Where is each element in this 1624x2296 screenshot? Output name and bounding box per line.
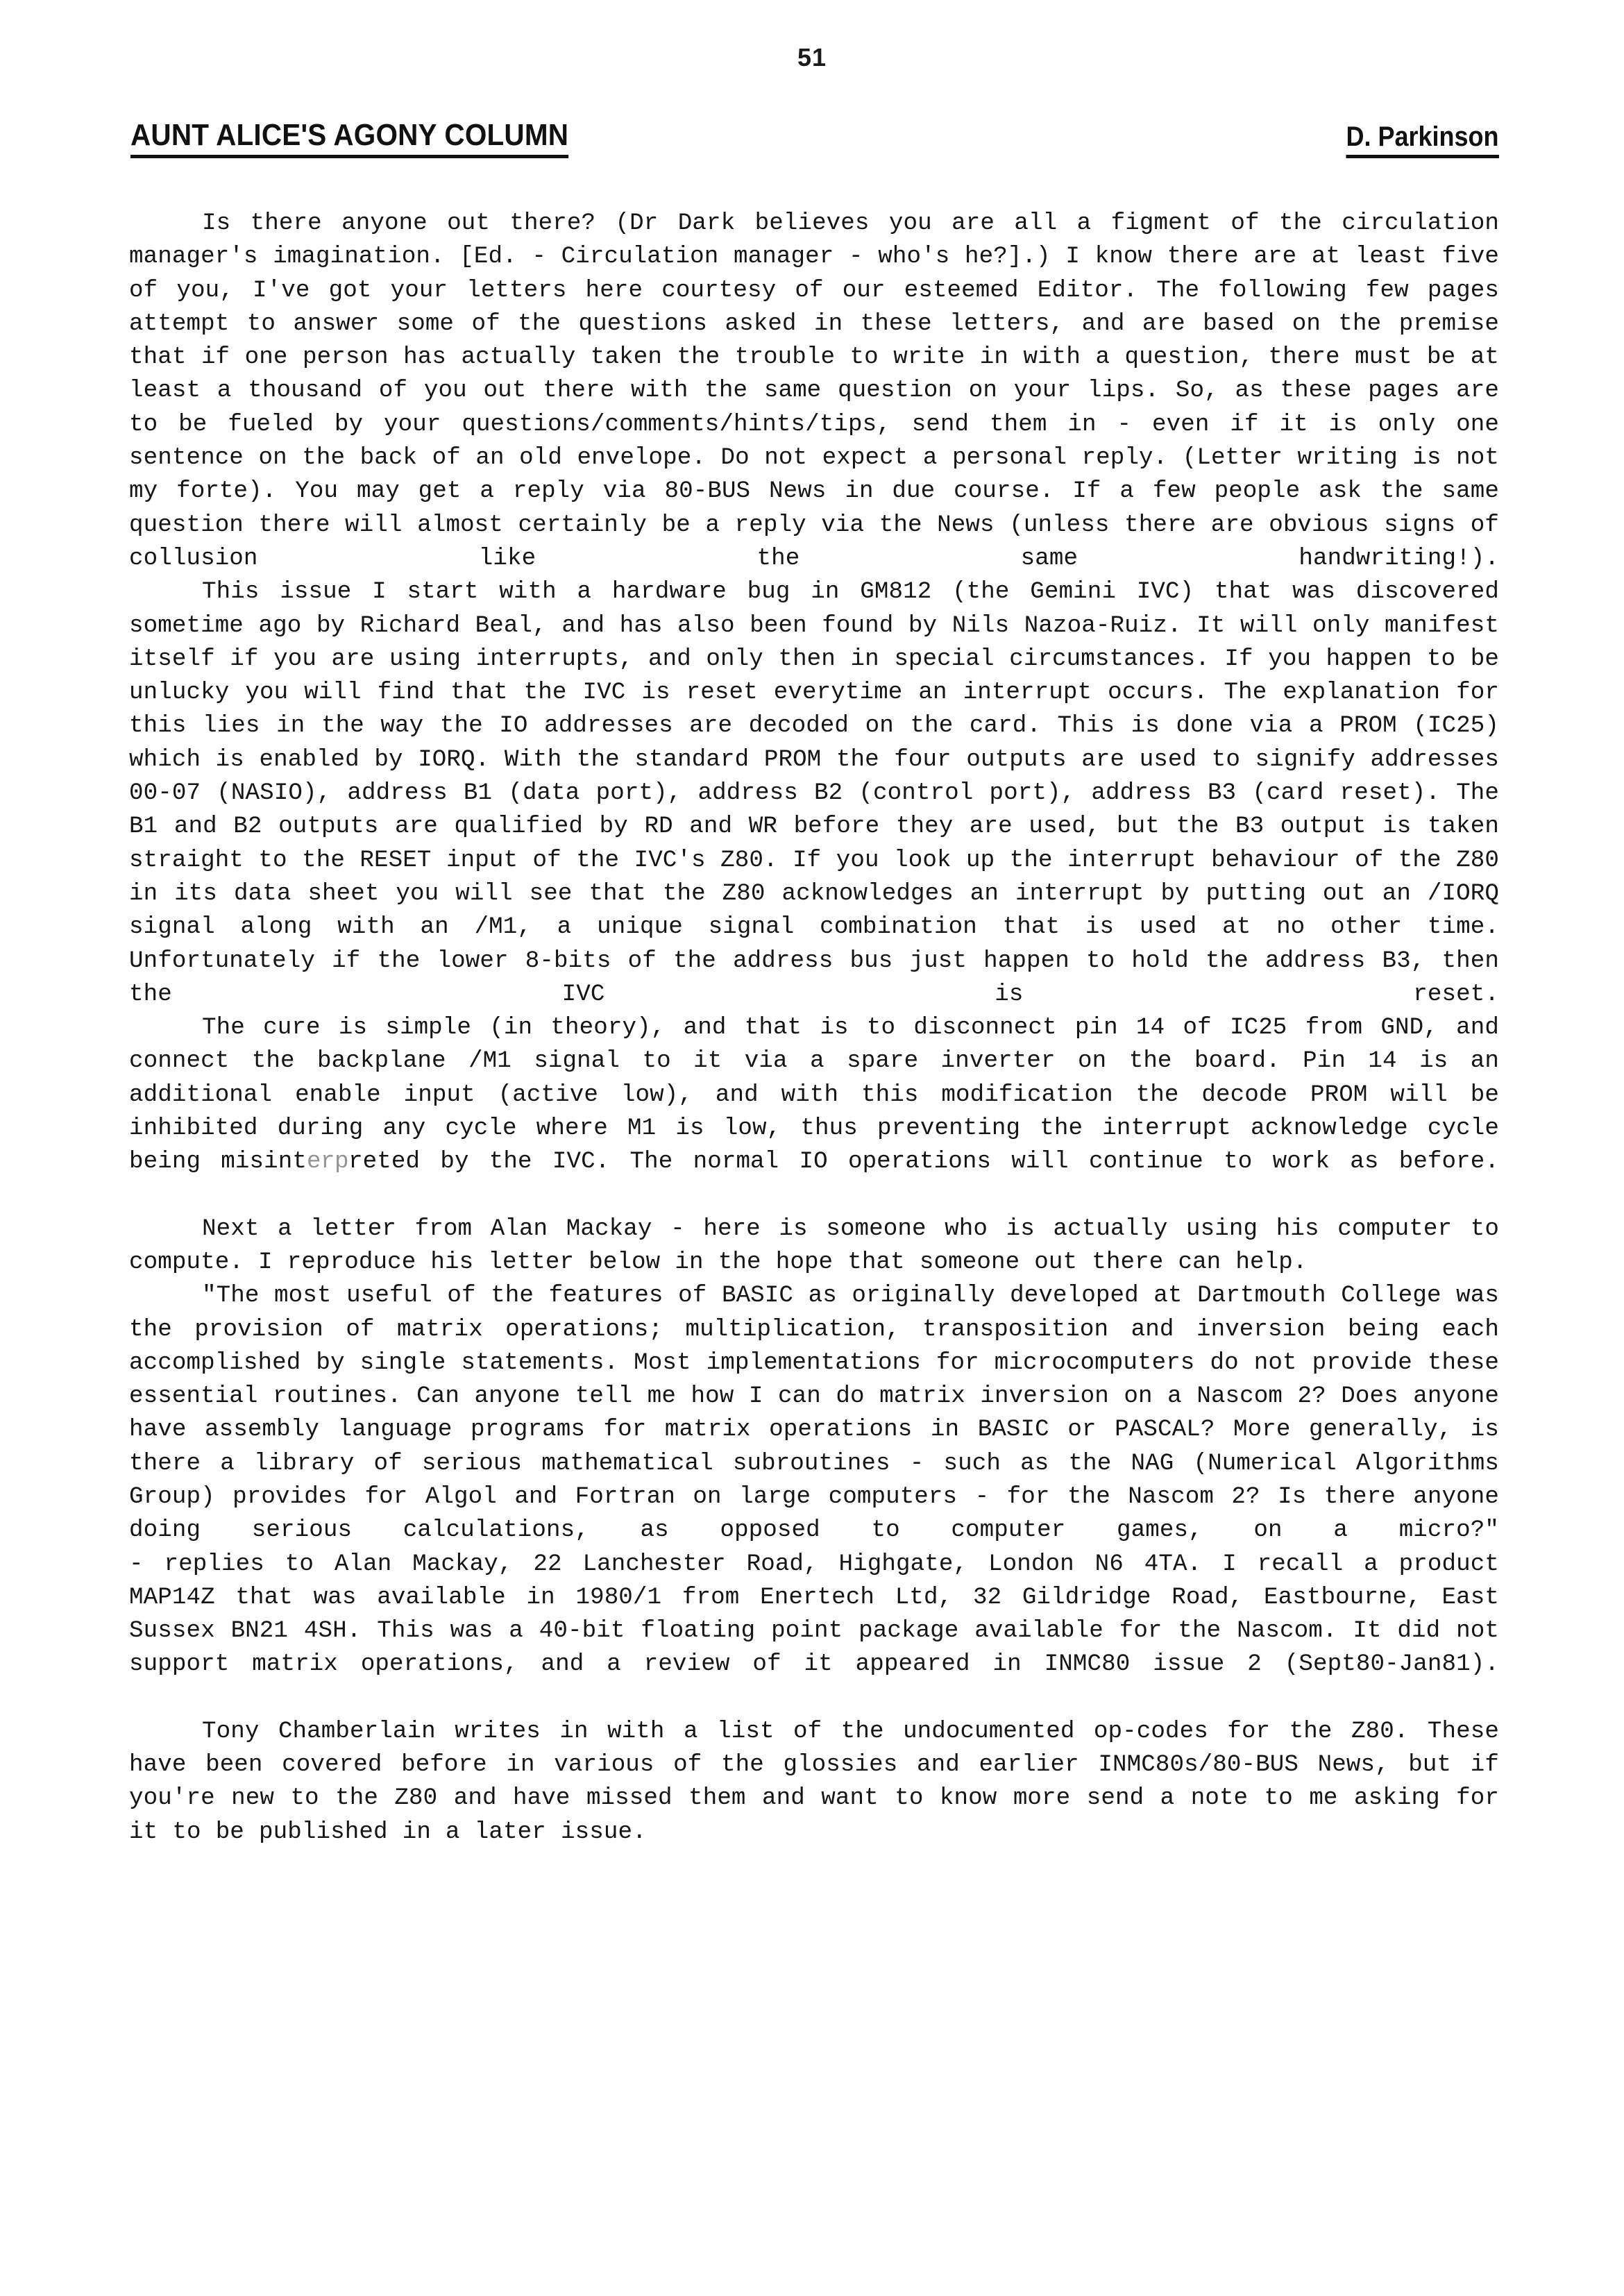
- paragraph-intro: Is there anyone out there? (Dr Dark believes you are all a figment of the circulation manager's imagination. [Ed. - Circulation manager - who's he?].) I know there are at least five of you, I've got your letters here courtesy of our esteemed Editor. The following few pages attempt to answer some of the questions asked in these letters, and are based on the premise that if one person has actually taken the trouble to write in with a question, there must be at least a thousand of you out there with the same question on your lips. So, as these pages are to be fueled by your questions/comments/hints/tips, send them in - even if it is only one sentence on the back of an old envelope. Do not expect a personal reply. (Letter writing is not my forte). You may get a reply via 80-BUS News in due course. If a few people ask the same question there will almost certainly be a reply via the News (unless there are obvious signs of collusion like the same handwriting!).: [129, 210, 1499, 572]
- paragraph-gm812-bug: This issue I start with a hardware bug in GM812 (the Gemini IVC) that was discovered sometime ago by Richard Beal, and has also been found by Nils Nazoa-Ruiz. It will only manifest itself if you are using interrupts, and only then in special circumstances. If you happen to be unlucky you will find that the IVC is reset everytime an interrupt occurs. The explanation for this lies in the way the IO addresses are decoded on the card. This is done via a PROM (IC25) which is enabled by IORQ. With the standard PROM the four outputs are used to signify addresses 00-07 (NASIO), address B1 (data port), address B2 (control port), address B3 (card reset). The B1 and B2 outputs are qualified by RD and WR before they are used, but the B3 output is taken straight to the RESET input of the IVC's Z80. If you look up the interrupt behaviour of the Z80 in its data sheet you will see that the Z80 acknowledges an interrupt by putting out an /IORQ signal along with an /M1, a unique signal combination that is used at no other time. Unfortunately if the lower 8-bits of the address bus just happen to hold the address B3, then the IVC is reset.: [129, 579, 1499, 1008]
- paragraph-cure: [129, 1011, 1499, 1179]
- paragraph-mackay-intro: Next a letter from Alan Mackay - here is someone who is actually using his computer to compute. I reproduce his letter below in the hope that someone out there can help.: [129, 1215, 1499, 1276]
- author-byline: D. Parkinson: [1346, 123, 1499, 158]
- paragraph-chamberlain: Tony Chamberlain writes in with a list of the undocumented op-codes for the Z80. These have been covered before in various of the glossies and earlier INMC80s/80-BUS News, but if you're new to the Z80 and have missed them and want to know more send a note to me asking for it to be published in a later issue.: [129, 1718, 1499, 1846]
- article-body: [129, 207, 1499, 1849]
- paragraph-cure-text-b: reted by the IVC. The normal IO operations will continue to work as before.: [348, 1149, 1500, 1176]
- paragraph-mackay-letter: "The most useful of the features of BASIC as originally developed at Dartmouth College was the provision of matrix operations; multiplication, transposition and inversion being each accomplished by single statements. Most implementations for microcomputers do not provide these essential routines. Can anyone tell me how I can do matrix inversion on a Nascom 2? Does anyone have assembly language programs for matrix operations in BASIC or PASCAL? More generally, is there a library of serious mathematical subroutines - such as the NAG (Numerical Algorithms Group) provides for Algol and Fortran on large computers - for the Nascom 2? Is there anyone doing serious calculations, as opposed to computer games, on a micro?": [129, 1283, 1499, 1544]
- page-number: 51: [797, 43, 827, 71]
- paragraph-cure-text-a: The cure is simple (in theory), and that is to disconnect pin 14 of IC25 from GND, and connect the backplane /M1 signal to it via a spare inverter on the board. Pin 14 is an additional enable input (active low), and with this modification the decode PROM will be inhibited during any cycle where M1 is low, thus preventing the interrupt acknowledge cycle being misint: [129, 1015, 1499, 1176]
- smudged-text: erp: [307, 1149, 349, 1176]
- masthead: [130, 117, 1499, 164]
- column-title: AUNT ALICE'S AGONY COLUMN: [130, 120, 568, 158]
- paragraph-mackay-reply-address: - replies to Alan Mackay, 22 Lanchester Road, Highgate, London N6 4TA. I recall a product MAP14Z that was available in 1980/1 from Enertech Ltd, 32 Gildridge Road, Eastbourne, East Sussex BN21 4SH. This was a 40-bit floating point package available for the Nascom. It did not support matrix operations, and a review of it appeared in INMC80 issue 2 (Sept80-Jan81).: [129, 1551, 1499, 1678]
